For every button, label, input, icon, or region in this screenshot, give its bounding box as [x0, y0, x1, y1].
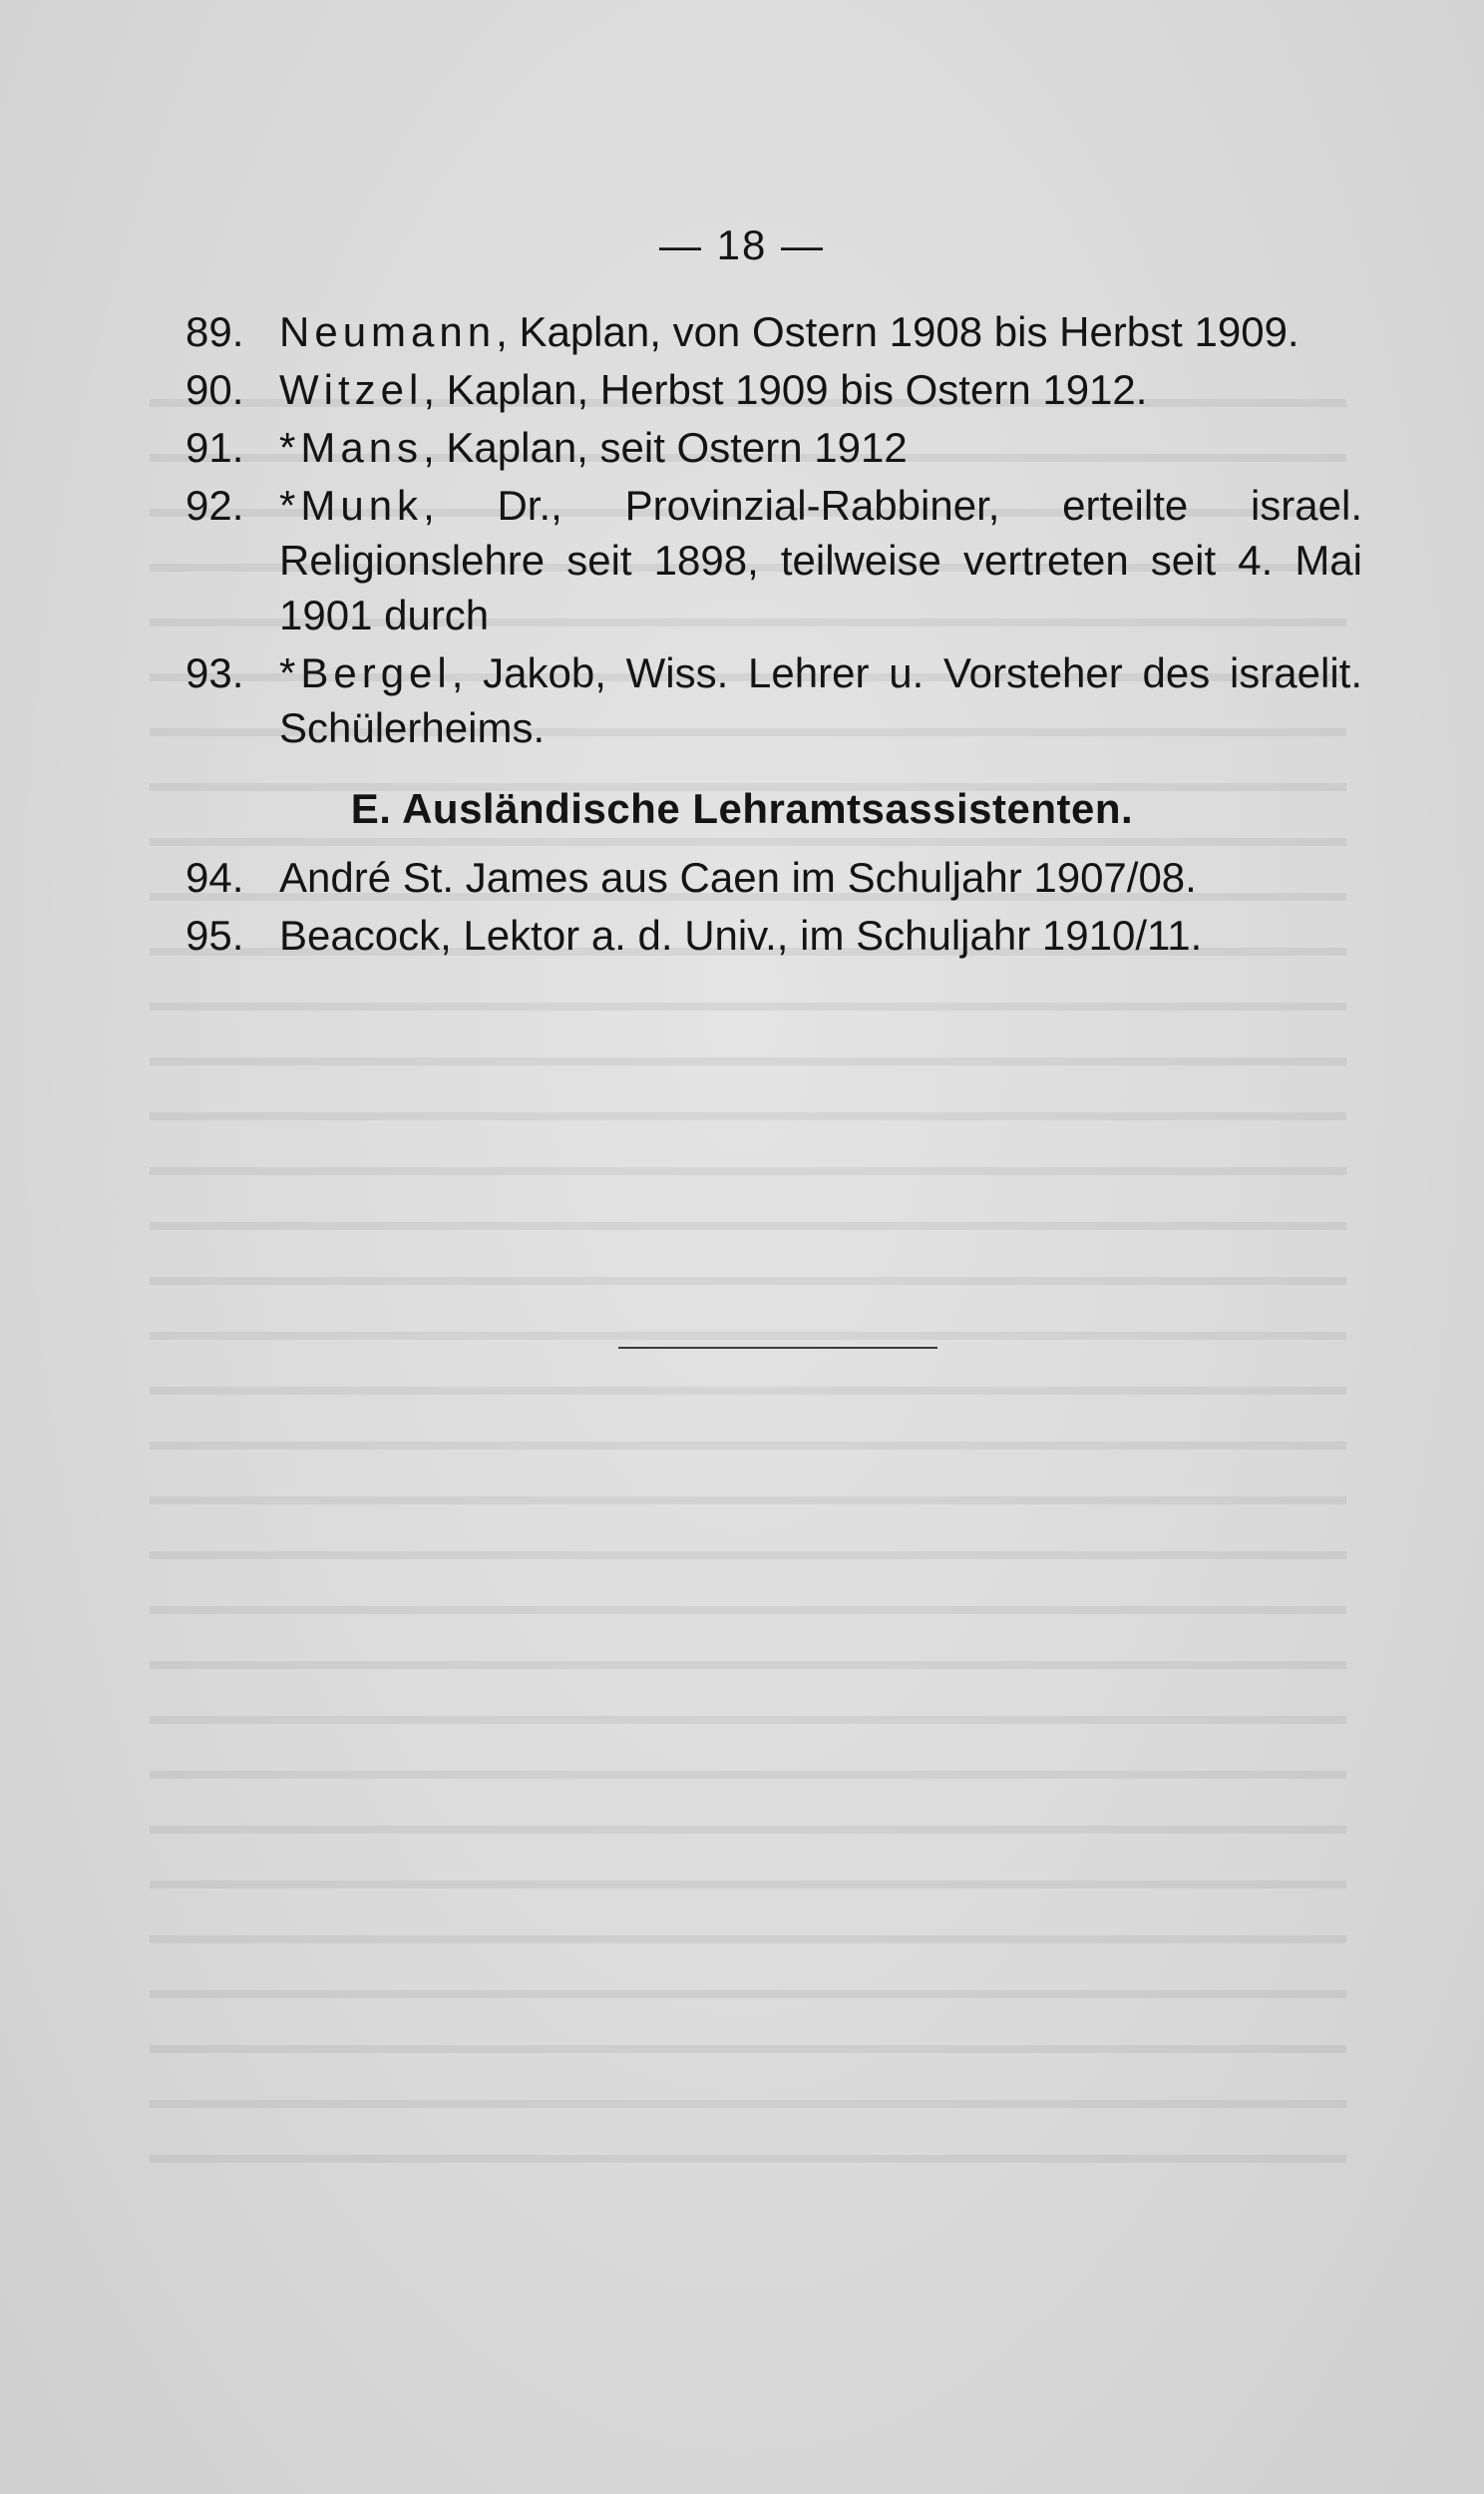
entry-list-e — [186, 850, 1362, 966]
entry-number: 94. — [186, 854, 244, 901]
list-item — [186, 420, 1362, 475]
entry-text: , Kaplan, seit Ostern 1912 — [423, 424, 908, 471]
entry-number: 93. — [186, 649, 244, 696]
entry-text: André St. James aus Caen im Schuljahr 1907/08. — [279, 854, 1197, 901]
entry-name: *Bergel — [279, 649, 452, 696]
entry-name: *Mans — [279, 424, 424, 471]
list-item — [186, 478, 1362, 642]
list-item — [186, 908, 1362, 963]
entry-list-d — [186, 304, 1362, 758]
entry-text: , Kaplan, von Ostern 1908 bis Herbst 1909. — [496, 308, 1299, 355]
entry-number: 90. — [186, 366, 244, 413]
entry-number: 89. — [186, 308, 244, 355]
entry-number: 91. — [186, 424, 244, 471]
entry-text: Beacock, Lektor a. d. Univ., im Schuljahr 1910/11. — [279, 912, 1203, 959]
entry-text: , Jakob, Wiss. Lehrer u. Vorsteher des israelit. Schülerheims. — [279, 649, 1362, 751]
entry-number: 92. — [186, 482, 244, 529]
section-heading: E. Ausländische Lehramtsassistenten. — [350, 785, 1134, 832]
list-item — [186, 645, 1362, 755]
entry-name: *Munk — [279, 482, 424, 529]
divider-rule — [618, 1347, 937, 1349]
entry-text: , Kaplan, Herbst 1909 bis Ostern 1912. — [423, 366, 1148, 413]
list-item — [186, 304, 1362, 359]
entry-number: 95. — [186, 912, 244, 959]
list-item — [186, 850, 1362, 905]
list-item — [186, 362, 1362, 417]
entry-text: , Dr., Provinzial-Rabbiner, erteilte israel. Religionslehre seit 1898, teilweise vertreten seit 4. Mai 1901 durch — [279, 482, 1362, 638]
entry-name: Witzel — [279, 366, 424, 413]
page-number: — 18 — — [658, 221, 826, 268]
entry-name: Neumann — [279, 308, 497, 355]
